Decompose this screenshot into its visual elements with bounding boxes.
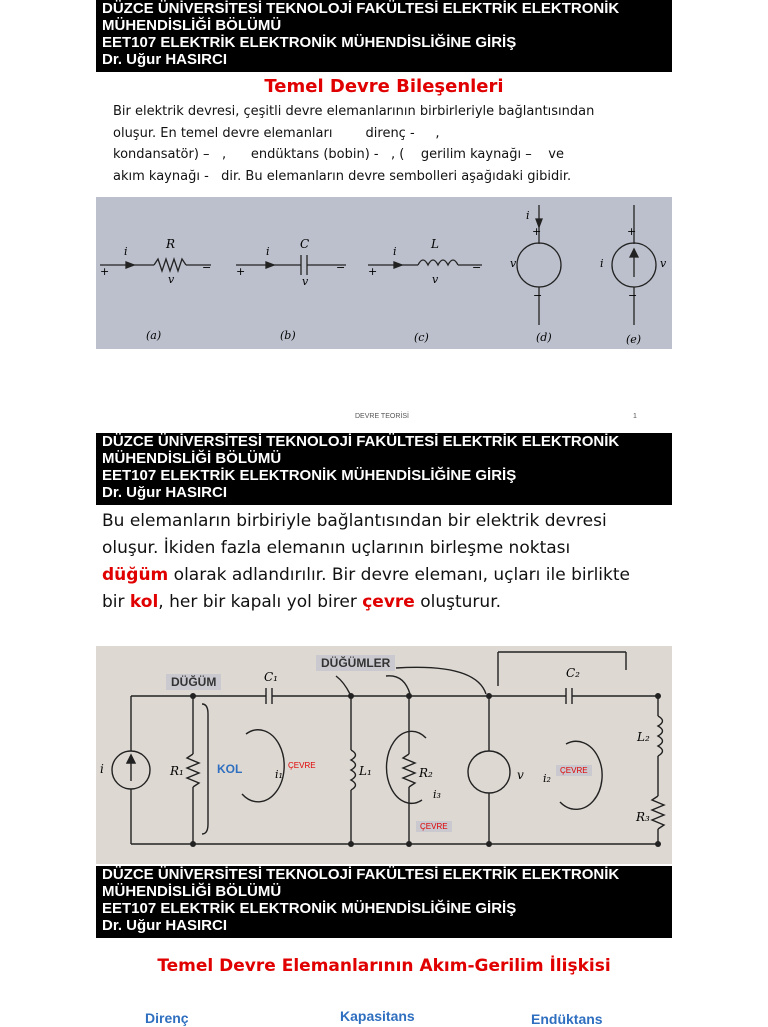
slide1-line2: oluşur. En temel devre elemanları direnç - ,	[113, 125, 440, 141]
isource-plus: +	[627, 225, 637, 238]
sym-L1: L₁	[359, 764, 372, 778]
label-dugumler: DÜĞÜMLER	[316, 655, 395, 671]
label-kol: KOL	[217, 762, 243, 776]
slide2-line4-c: oluşturur.	[414, 592, 502, 612]
header-line3: EET107 ELEKTRİK ELEKTRONİK MÜHENDİSLİĞİNE GİRİŞ	[102, 467, 517, 484]
vsource-plus: +	[532, 225, 542, 238]
slide1-paragraph	[113, 101, 658, 187]
slide3-header	[96, 866, 672, 938]
label-d: (d)	[536, 331, 552, 344]
sym-i1: i₁	[275, 768, 283, 781]
slide2-paragraph	[102, 508, 668, 616]
element-symbols-figure	[96, 197, 672, 349]
term-cevre: çevre	[362, 592, 415, 612]
header-line1: DÜZCE ÜNİVERSİTESİ TEKNOLOJİ FAKÜLTESİ ELEKTRİK ELEKTRONİK	[102, 433, 620, 450]
slide2-line4	[102, 589, 668, 616]
resistor-minus: −	[202, 261, 212, 274]
header-line4: Dr. Uğur HASIRCI	[102, 917, 228, 934]
label-dugum: DÜĞÜM	[166, 674, 221, 690]
capacitor-C: C	[300, 237, 310, 251]
header-line1: DÜZCE ÜNİVERSİTESİ TEKNOLOJİ FAKÜLTESİ ELEKTRİK ELEKTRONİK	[102, 866, 620, 883]
header-line1: DÜZCE ÜNİVERSİTESİ TEKNOLOJİ FAKÜLTESİ ELEKTRİK ELEKTRONİK	[102, 0, 620, 17]
header-line4: Dr. Uğur HASIRCI	[102, 484, 228, 501]
sym-L2: L₂	[637, 730, 650, 744]
vsource-minus: −	[533, 289, 543, 302]
inductor-L: L	[431, 237, 439, 251]
label-cevre-2: ÇEVRE	[416, 821, 452, 832]
inductor-plus: +	[368, 265, 378, 278]
sym-R2: R₂	[419, 766, 433, 780]
col-direnc: Direnç	[145, 1010, 189, 1026]
sym-R1: R₁	[170, 764, 184, 778]
resistor-i: i	[124, 245, 128, 258]
slide2-line3	[102, 562, 668, 589]
label-cevre-1: ÇEVRE	[288, 761, 316, 770]
slide2-line4-a: bir	[102, 592, 130, 612]
capacitor-plus: +	[236, 265, 246, 278]
vsource-i: i	[526, 209, 530, 222]
isource-v: v	[660, 257, 667, 270]
label-e: (e)	[626, 333, 642, 346]
col-kapasitans: Kapasitans	[340, 1008, 415, 1024]
capacitor-i: i	[266, 245, 270, 258]
isource-i: i	[600, 257, 604, 270]
inductor-i: i	[393, 245, 397, 258]
term-kol: kol	[129, 592, 159, 612]
inductor-v: v	[432, 273, 439, 286]
slide2-line3-rest: olarak adlandırılır. Bir devre elemanı, uçları ile birlikte	[168, 565, 630, 585]
footer-page-number: 1	[633, 413, 637, 420]
capacitor-v: v	[302, 275, 309, 288]
slide1-title: Temel Devre Bileşenleri	[264, 76, 504, 97]
slide2-header	[96, 433, 672, 505]
element-symbols-svg	[96, 197, 672, 349]
label-b: (b)	[280, 329, 296, 342]
isource-minus: −	[628, 289, 638, 302]
header-line3: EET107 ELEKTRİK ELEKTRONİK MÜHENDİSLİĞİNE GİRİŞ	[102, 34, 517, 51]
vsource-v: v	[510, 257, 517, 270]
header-line3: EET107 ELEKTRİK ELEKTRONİK MÜHENDİSLİĞİNE GİRİŞ	[102, 900, 517, 917]
slide2-line4-b: , her bir kapalı yol birer	[158, 592, 363, 612]
slide1-line3: kondansatör) – , endüktans (bobin) - , ( gerilim kaynağı – ve	[113, 147, 564, 162]
sym-C2: C₂	[566, 666, 580, 680]
sym-C1: C₁	[264, 670, 278, 684]
label-cevre-3: ÇEVRE	[556, 765, 592, 776]
capacitor-minus: −	[336, 261, 346, 274]
resistor-plus: +	[100, 265, 110, 278]
sym-i: i	[100, 762, 104, 776]
term-dugum: düğüm	[102, 565, 169, 585]
resistor-R: R	[166, 237, 176, 251]
header-line2: MÜHENDİSLİĞİ BÖLÜMÜ	[102, 883, 282, 900]
sym-v: v	[517, 768, 524, 782]
header-line2: MÜHENDİSLİĞİ BÖLÜMÜ	[102, 450, 282, 467]
inductor-minus: −	[472, 261, 482, 274]
sym-R3: R₃	[636, 810, 650, 824]
slide2-line2: oluşur. İkiden fazla elemanın uçlarının birleşme noktası	[102, 538, 571, 558]
sym-i3: i₃	[433, 788, 441, 801]
footer-center: DEVRE TEORİSİ	[355, 413, 409, 420]
label-a: (a)	[146, 329, 162, 342]
header-line2: MÜHENDİSLİĞİ BÖLÜMÜ	[102, 17, 282, 34]
slide1-line4: akım kaynağı - dir. Bu elemanların devre sembolleri aşağıdaki gibidir.	[113, 168, 572, 184]
slide1-line1: Bir elektrik devresi, çeşitli devre elemanlarının birbirleriyle bağlantısından	[113, 104, 595, 119]
header-line4: Dr. Uğur HASIRCI	[102, 51, 228, 68]
resistor-v: v	[168, 273, 175, 286]
col-enduktans: Endüktans	[531, 1011, 603, 1027]
circuit-figure	[96, 646, 672, 864]
label-c: (c)	[414, 331, 429, 344]
sym-i2: i₂	[543, 772, 551, 785]
slide3-title: Temel Devre Elemanlarının Akım-Gerilim İlişkisi	[157, 956, 611, 976]
slide2-line1: Bu elemanların birbiriyle bağlantısından bir elektrik devresi	[102, 511, 607, 531]
slide1-header	[96, 0, 672, 72]
